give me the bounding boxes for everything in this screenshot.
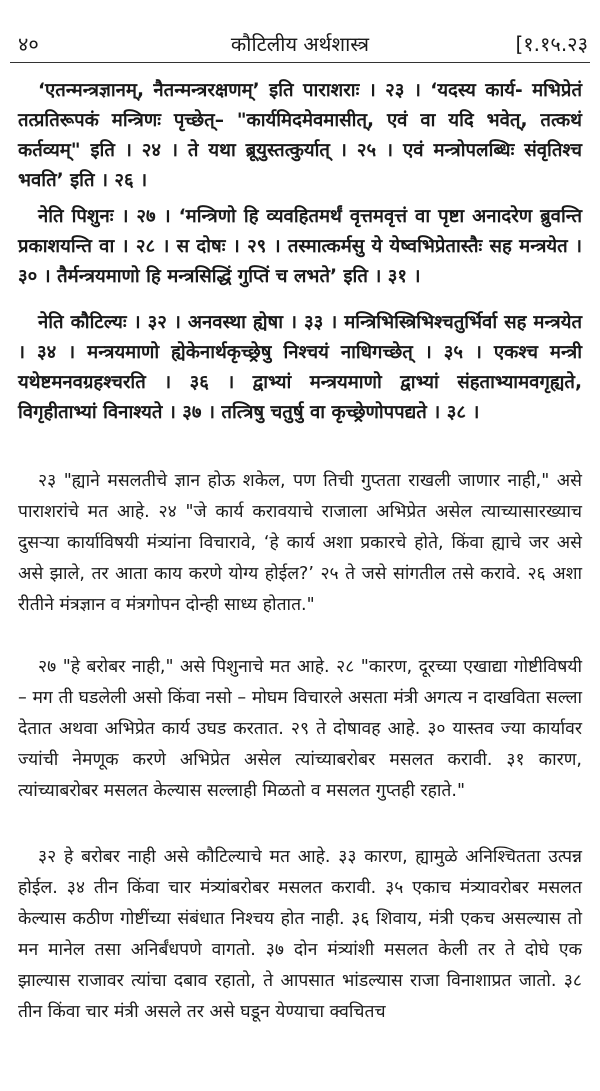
sanskrit-text bbox=[18, 76, 582, 196]
sanskrit-paragraph-3: नेति कौटिल्यः । ३२ । अनवस्था ह्येषा । ३३ । मन्त्रिभिस्त्रिभिश्चतुर्भिर्वा सह मन्त्रयेत । ३४ । मन्त्रयमाणो ह्येकेनार्थकृच्छ्रेषु निश्चयं नाधिगच्छेत् । ३५ । एकश्च मन्त्री यथेष्टमनवग्रहश्चरति । ३६ । द्वाभ्यां मन्त्रयमाणो द्वाभ्यां संहताभ्यामवगृह्यते, विगृहीताभ्यां विनाश्यते । ३७ । तत्त्रिषु चतुर्षु वा कृच्छ्रेणोपपद्यते । ३८ । bbox=[18, 312, 582, 423]
marathi-paragraph-3: ३२ हे बरोबर नाही असे कौटिल्याचे मत आहे. ३३ कारण, ह्यामुळे अनिश्चितता उत्पन्न होईल. ३४ तीन किंवा चार मंत्र्यांबरोबर मसलत करावी. ३५ एकाच मंत्र्यावरोबर मसलत केल्यास कठीण गोष्टींच्या संबंधात निश्चय होत नाही. ३६ शिवाय, मंत्री एकच असल्यास तो मन मानेल तसा अनिर्बंधपणे वागतो. ३७ दोन मंत्र्यांशी मसलत केली तर ते दोघे एक झाल्यास राजावर त्यांचा दबाव रहातो, ते आपसात भांडल्यास राजा विनाशाप्रत जातो. ३८ तीन किंवा चार मंत्री असले तर असे घडून येण्याचा क्वचितच bbox=[18, 847, 582, 1022]
page-number: ४० bbox=[18, 32, 39, 56]
marathi-paragraph-1: २३ "ह्याने मसलतीचे ज्ञान होऊ शकेल, पण तिची गुप्तता राखली जाणार नाही," असे पाराशरांचे मत आहे. २४ "जे कार्य करावयाचे राजाला अभिप्रेत असेल त्याच्यासारख्याच दुसऱ्या कार्याविषयी मंत्र्यांना विचारावे, ‘हे कार्य अशा प्रकारचे होते, किंवा ह्याचे जर असे असे झाले, तर आता काय करणे योग्य होईल?’ २५ ते जसे सांगतील तसे करावे. २६ अशा रीतीने मंत्रज्ञान व मंत्रगोपन दोन्ही साध्य होतात." bbox=[18, 471, 582, 615]
header-rule bbox=[10, 62, 590, 63]
page-header bbox=[0, 0, 600, 60]
sanskrit-paragraph-1: ‘एतन्मन्त्रज्ञानम्, नैतन्मन्त्ररक्षणम्’ इति पाराशराः । २३ । ‘यदस्य कार्य- मभिप्रेतं तत्प्रतिरूपकं मन्त्रिणः पृच्छेत्– "कार्यमिदमेवमासीत्, एवं वा यदि भवेत्, तत्कथं कर्तव्यम्" इति । २४ । ते यथा ब्रूयुस्तत्कुर्यात् । २५ । एवं मन्त्रोपलब्धिः संवृतिश्च भवति’ इति । २६ । bbox=[18, 80, 582, 191]
marathi-translation bbox=[18, 466, 582, 621]
section-reference: [१.१५.२३ bbox=[515, 32, 588, 56]
running-title: कौटिलीय अर्थशास्त्र bbox=[230, 32, 370, 56]
sanskrit-text bbox=[18, 202, 582, 292]
marathi-translation bbox=[18, 652, 582, 807]
sanskrit-paragraph-2: नेति पिशुनः । २७ । ‘मन्त्रिणो हि व्यवहितमर्थं वृत्तमवृत्तं वा पृष्टा अनादरेण ब्रुवन्ति प्रकाशयन्ति वा । २८ । स दोषः । २९ । तस्मात्कर्मसु ये येष्वभिप्रेतास्तैः सह मन्त्रयेत । ३० । तैर्मन्त्रयमाणो हि मन्त्रसिद्धिं गुप्तिं च लभते’ इति । ३१ । bbox=[18, 206, 582, 287]
marathi-paragraph-2: २७ "हे बरोबर नाही," असे पिशुनाचे मत आहे. २८ "कारण, दूरच्या एखाद्या गोष्टीविषयी – मग ती घडलेली असो किंवा नसो – मोघम विचारले असता मंत्री अगत्य न दाखविता सल्ला देतात अथवा अभिप्रेत कार्य उघड करतात. २९ ते दोषावह आहे. ३० यास्तव ज्या कार्यावर ज्यांची नेमणूक करणे अभिप्रेत असेल त्यांच्याबरोबर मसलत करावी. ३१ कारण, त्यांच्याबरोबर मसलत केल्यास सल्लाही मिळतो व मसलत गुप्तही रहाते." bbox=[18, 657, 582, 801]
marathi-translation bbox=[18, 842, 582, 1028]
sanskrit-text bbox=[18, 308, 582, 428]
